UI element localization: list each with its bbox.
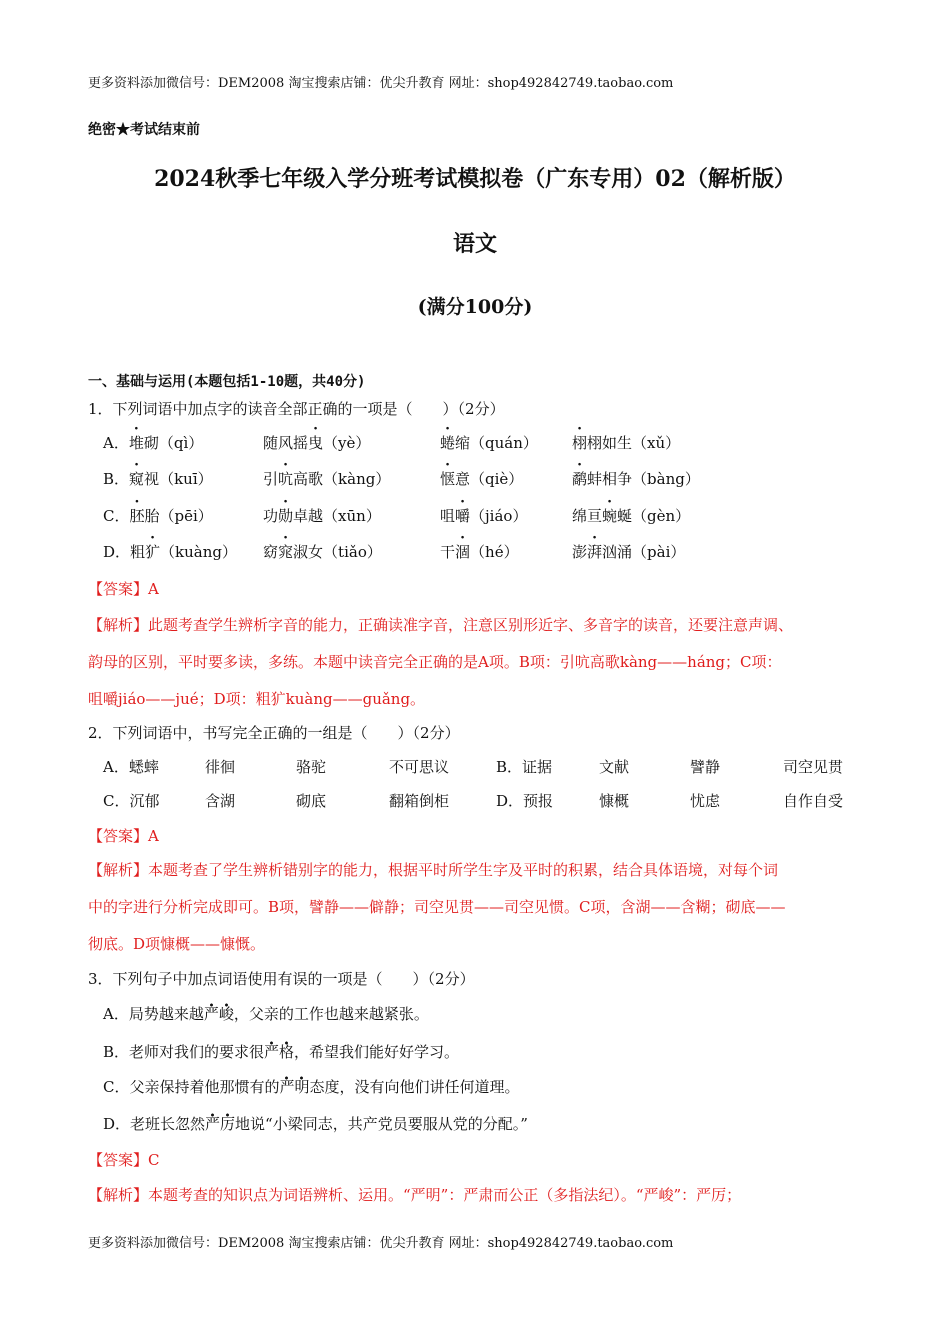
option-text: 栩如生 [587,434,633,452]
dotted-char: 湃 [587,543,603,561]
option-text: （kàng） [323,470,391,488]
q2-word: 徘徊 [205,758,236,776]
option-text: B．老师对我们的要求很 [103,1043,265,1061]
dotted-char: 栩 [572,434,588,452]
option-text: 随风摇 [263,434,309,452]
q3-analysis: 【解析】本题考查的知识点为词语辨析、运用。“严明”：严肃而公正（多指法纪）。“严峻”：严厉； [88,1186,742,1204]
option-text: 卓越 [293,507,324,525]
dotted-word: 严厉 [205,1115,236,1133]
q3-option [103,1003,429,1024]
option-text: 胎 [144,507,160,525]
q3-option [103,1041,459,1062]
q2-word: D．预报 [496,792,554,810]
option-text: （hé） [470,543,519,561]
q3-answer: 【答案】C [88,1151,160,1169]
option-text: （gèn） [632,507,691,525]
q1-analysis-line: 韵母的区别，平时要多读，多练。本题中读音完全正确的是A项。B项：引吭高歌kàng——háng；C项： [88,653,782,671]
option-text: 蚌相争 [587,470,633,488]
option-text: D．粗 [103,543,146,561]
q2-word: 骆驼 [296,758,327,776]
option-text: 地说“小梁同志，共产党员要服从党的分配。” [235,1115,528,1133]
option-text: 淑女 [293,543,324,561]
q1-option-item [440,468,523,489]
q2-word: 忧虑 [690,792,721,810]
q2-word: 自作自受 [783,792,844,810]
q1-analysis-line: 【解析】此题考查学生辨析字音的能力，正确读准字音，注意区别形近字、多音字的读音，还要注意声调、 [88,616,794,634]
q1-option-item [572,468,700,489]
option-text: 高歌 [293,470,324,488]
page-title: 2024秋季七年级入学分班考试模拟卷（广东专用）02（解析版） [154,166,796,192]
q2-word: 文献 [599,758,630,776]
dotted-char: 窥 [129,470,145,488]
q3-stem: 3．下列句子中加点词语使用有误的一项是（ ）（2分） [88,970,475,988]
dotted-char: 胚 [129,507,145,525]
q2-word: A．蟋蟀 [103,758,159,776]
dotted-word: 严格 [264,1043,295,1061]
subject-title: 语文 [452,231,497,257]
option-text: 缩 [455,434,471,452]
option-text: C． [103,507,130,525]
option-text: （kuī） [159,470,213,488]
dotted-char: 涸 [455,543,471,561]
option-text: （quán） [470,434,538,452]
q2-word: 慷概 [599,792,630,810]
dotted-char: 蜿 [602,507,618,525]
dotted-char: 堆 [128,434,144,452]
option-text: 咀 [440,507,456,525]
dotted-char: 曳 [308,434,324,452]
option-text: D．老班长忽然 [103,1115,206,1133]
q2-analysis-line: 中的字进行分析完成即可。B项，譬静——僻静；司空见贯——司空见惯。C项，含湖——含糊；砌底—— [88,898,786,916]
option-text: （bàng） [632,470,700,488]
q2-stem: 2．下列词语中，书写完全正确的一组是（ ）（2分） [88,724,460,742]
q2-word: 含湖 [205,792,236,810]
option-text: 意 [455,470,471,488]
option-text: 汹涌 [602,543,633,561]
option-text: ，父亲的工作也越来越紧张。 [233,1005,429,1023]
dotted-char: 蜷 [440,434,456,452]
option-text: （qì） [158,434,204,452]
q1-option-item [572,541,685,562]
q1-answer: 【答案】A [88,580,159,598]
dotted-word: 严明 [279,1078,310,1096]
option-text: 态度，没有向他们讲任何道理。 [309,1078,520,1096]
dotted-char: 鹬 [572,470,588,488]
q3-option [103,1076,520,1097]
q1-option-item [103,468,213,489]
q1-option-item [103,541,237,562]
option-text: 澎 [572,543,588,561]
q2-word: B．证据 [496,758,553,776]
q2-word: 譬静 [690,758,721,776]
q1-option-item [263,468,390,489]
option-text: （pēi） [159,507,213,525]
option-text: 蜒 [617,507,633,525]
q2-word: 翻箱倒柜 [389,792,450,810]
page-footer: 更多资料添加微信号：DEM2008 淘宝搜索店铺：优尖升教育 网址：shop492842749.taobao.com [88,1236,674,1251]
q1-stem: 1．下列词语中加点字的读音全部正确的一项是（ ）（2分） [88,400,505,418]
dotted-char: 犷 [145,543,161,561]
option-text: C．父亲保持着他那惯有的 [103,1078,280,1096]
q3-option [103,1113,528,1134]
score-note: (满分100分) [417,296,533,318]
q1-option-item [103,505,213,526]
dotted-char: 惬 [440,470,456,488]
dotted-char: 嚼 [455,507,471,525]
option-text: （xǔ） [632,434,681,452]
q1-option-item [572,432,680,453]
option-text: （yè） [323,434,371,452]
option-text: （jiáo） [470,507,528,525]
q1-option-item [263,541,382,562]
option-text: 引 [263,470,279,488]
option-text: （pài） [632,543,686,561]
q1-option-item [103,432,203,453]
option-text: A． [103,434,129,452]
q1-analysis-line: 咀嚼jiáo——jué；D项：粗犷kuàng——guǎng。 [88,690,426,708]
q1-option-item [263,432,370,453]
option-text: B． [103,470,130,488]
q1-option-item [263,505,381,526]
option-text: 干 [440,543,456,561]
option-text: 功 [263,507,279,525]
q1-option-item [440,541,519,562]
option-text: （kuàng） [160,543,238,561]
q2-answer: 【答案】A [88,827,159,845]
dotted-word: 严峻 [203,1005,234,1023]
q1-option-item [440,505,527,526]
q2-analysis-line: 彻底。D项慷概——慷慨。 [88,935,266,953]
q1-option-item [572,505,690,526]
q2-word: 不可思议 [389,758,450,776]
option-text: （qiè） [470,470,524,488]
page-header: 更多资料添加微信号：DEM2008 淘宝搜索店铺：优尖升教育 网址：shop492842749.taobao.com [88,76,674,91]
confidential-label: 绝密★考试结束前 [88,122,200,138]
q2-analysis-line: 【解析】本题考查了学生辨析错别字的能力，根据平时所学生字及平时的积累，结合具体语境，对每个词 [88,861,779,879]
option-text: 砌 [143,434,159,452]
option-text: （xūn） [323,507,381,525]
option-text: 绵亘 [572,507,603,525]
dotted-char: 勋 [278,507,294,525]
option-text: （tiǎo） [323,543,382,561]
option-text: ，希望我们能好好学习。 [294,1043,460,1061]
dotted-char: 吭 [278,470,294,488]
option-text: A．局势越来越 [103,1005,204,1023]
q1-option-item [440,432,538,453]
q2-word: 砌底 [296,792,327,810]
option-text: 窈 [263,543,279,561]
dotted-char: 窕 [278,543,294,561]
option-text: 视 [144,470,160,488]
q2-word: 司空见贯 [783,758,844,776]
section-heading: 一、基础与运用(本题包括1-10题，共40分) [88,374,366,390]
q2-word: C．沉郁 [103,792,160,810]
